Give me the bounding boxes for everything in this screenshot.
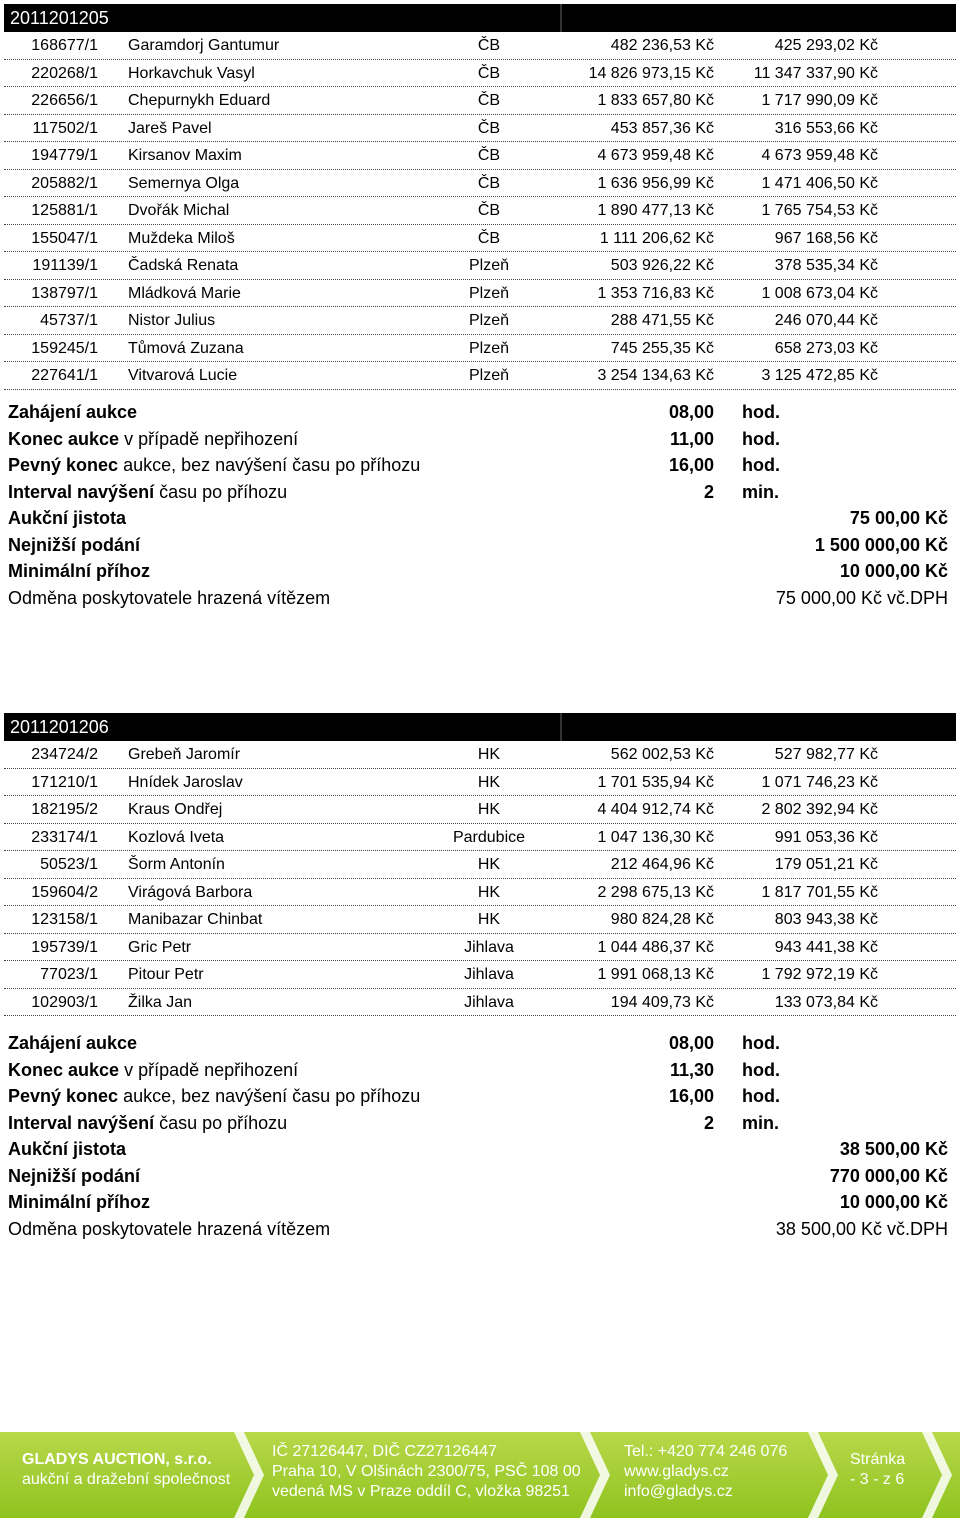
- city-cell: HK: [477, 773, 501, 791]
- city-cell: Plzeň: [468, 284, 510, 302]
- parcel-id-cell: 233174/1: [31, 828, 98, 846]
- city-cell: ČB: [477, 229, 501, 247]
- page-footer: [0, 1432, 960, 1518]
- term-min-bid: [0, 533, 960, 560]
- parcel-id-cell: 226656/1: [31, 92, 98, 109]
- term-label: Aukční jistota: [8, 1139, 127, 1159]
- owner-name-cell: Muždeka Miloš: [128, 229, 235, 247]
- table-row: [4, 32, 956, 60]
- company-register: vedená MS v Praze oddíl C, vložka 98251: [272, 1483, 570, 1500]
- adjusted-value-cell: 1 765 754,53 Kč: [761, 202, 878, 219]
- parcel-id-cell: 77023/1: [40, 966, 98, 983]
- section-header: [4, 4, 956, 32]
- city-cell: ČB: [477, 64, 501, 82]
- city-cell: Plzeň: [468, 257, 510, 274]
- estimated-value-cell: 1 701 535,94 Kč: [597, 773, 714, 791]
- adjusted-value-cell: 3 125 472,85 Kč: [761, 367, 878, 384]
- term-start: [0, 1031, 960, 1058]
- table-row: [4, 115, 956, 143]
- page-number: - 3 - z 6: [850, 1471, 905, 1488]
- term-amount: 75 00,00 Kč: [849, 508, 948, 528]
- auction-code: 2011201205: [10, 8, 109, 28]
- auction-terms-2: [0, 1031, 960, 1243]
- city-cell: Plzeň: [468, 339, 510, 357]
- table-row: [4, 906, 956, 934]
- adjusted-value-cell: 179 051,21 Kč: [774, 856, 878, 873]
- header-divider: [560, 4, 562, 32]
- term-unit: hod.: [742, 1059, 780, 1080]
- parcel-id-cell: 50523/1: [40, 856, 98, 873]
- term-start: [0, 400, 960, 427]
- parcel-id-cell: 182195/2: [31, 801, 98, 818]
- city-cell: Jihlava: [464, 966, 514, 983]
- footer-chevron-1: [234, 1432, 264, 1518]
- term-interval: [0, 1111, 960, 1138]
- adjusted-value-cell: 943 441,38 Kč: [774, 938, 878, 956]
- city-cell: Jihlava: [464, 993, 514, 1011]
- estimated-value-cell: 1 044 486,37 Kč: [597, 938, 714, 956]
- owner-name-cell: Hnídek Jaroslav: [128, 773, 243, 791]
- parcel-id-cell: 168677/1: [31, 37, 98, 54]
- estimated-value-cell: 4 673 959,48 Kč: [597, 147, 714, 164]
- term-min-increment: [0, 1190, 960, 1217]
- table-row: [4, 934, 956, 962]
- term-fixed-end: [0, 453, 960, 480]
- term-label: Zahájení aukce: [8, 402, 138, 422]
- term-fee: [0, 586, 960, 613]
- city-cell: HK: [477, 911, 501, 928]
- term-amount: 75 000,00 Kč vč.DPH: [775, 587, 948, 608]
- estimated-value-cell: 1 353 716,83 Kč: [597, 284, 714, 302]
- footer-company: [22, 1450, 230, 1490]
- estimated-value-cell: 1 636 956,99 Kč: [597, 174, 714, 192]
- adjusted-value-cell: 2 802 392,94 Kč: [761, 801, 878, 818]
- term-value: 16,00: [668, 455, 714, 475]
- owner-name-cell: Pitour Petr: [128, 966, 204, 983]
- term-label: Interval navýšení času po příhozu: [8, 1112, 288, 1133]
- table-row: [4, 87, 956, 115]
- owner-name-cell: Kirsanov Maxim: [128, 147, 242, 164]
- parcel-id-cell: 227641/1: [31, 367, 98, 384]
- footer-page-number: [850, 1450, 905, 1490]
- parcel-id-cell: 123158/1: [31, 911, 98, 928]
- city-cell: ČB: [477, 37, 501, 54]
- owner-name-cell: Mládková Marie: [128, 284, 241, 302]
- term-unit: hod.: [742, 428, 780, 449]
- city-cell: ČB: [477, 92, 501, 109]
- table-row: [4, 879, 956, 907]
- estimated-value-cell: 2 298 675,13 Kč: [597, 883, 714, 901]
- owner-name-cell: Virágová Barbora: [128, 883, 253, 901]
- estimated-value-cell: 288 471,55 Kč: [610, 312, 714, 329]
- term-label: Odměna poskytovatele hrazená vítězem: [8, 1218, 331, 1239]
- estimated-value-cell: 194 409,73 Kč: [610, 993, 714, 1011]
- term-value: 08,00: [668, 402, 714, 422]
- company-description: aukční a dražební společnost: [22, 1471, 231, 1488]
- adjusted-value-cell: 133 073,84 Kč: [774, 993, 878, 1011]
- parcel-id-cell: 45737/1: [40, 312, 98, 329]
- owner-name-cell: Horkavchuk Vasyl: [128, 64, 255, 82]
- term-label: Minimální příhoz: [8, 561, 150, 581]
- footer-chevron-end: [922, 1432, 952, 1518]
- term-min-increment: [0, 559, 960, 586]
- table-row: [4, 197, 956, 225]
- owner-name-cell: Chepurnykh Eduard: [128, 92, 271, 109]
- table-row: [4, 961, 956, 989]
- table-row: [4, 989, 956, 1017]
- term-label: Zahájení aukce: [8, 1033, 138, 1053]
- parcel-id-cell: 102903/1: [31, 993, 98, 1011]
- table-row: [4, 60, 956, 88]
- city-cell: ČB: [477, 202, 501, 219]
- owner-name-cell: Kraus Ondřej: [128, 801, 223, 818]
- adjusted-value-cell: 11 347 337,90 Kč: [753, 64, 878, 82]
- term-fixed-end: [0, 1084, 960, 1111]
- auction-section-2: [0, 713, 960, 1016]
- term-value: 11,00: [669, 428, 714, 449]
- adjusted-value-cell: 1 008 673,04 Kč: [761, 284, 878, 302]
- owner-name-cell: Žilka Jan: [128, 993, 193, 1011]
- adjusted-value-cell: 1 071 746,23 Kč: [761, 773, 878, 791]
- adjusted-value-cell: 803 943,38 Kč: [774, 911, 878, 928]
- estimated-value-cell: 453 857,36 Kč: [610, 119, 714, 137]
- term-value: 16,00: [668, 1086, 714, 1106]
- parcel-id-cell: 138797/1: [31, 284, 98, 302]
- estimated-value-cell: 1 991 068,13 Kč: [597, 966, 714, 983]
- term-unit: min.: [742, 481, 780, 502]
- term-interval: [0, 480, 960, 507]
- page-label: Stránka: [850, 1451, 906, 1468]
- contact-web-link[interactable]: www.gladys.cz: [624, 1463, 729, 1480]
- parcel-id-cell: 159604/2: [31, 883, 98, 901]
- city-cell: ČB: [477, 174, 501, 192]
- table-row: [4, 142, 956, 170]
- parcel-id-cell: 194779/1: [31, 147, 98, 164]
- item-table: [0, 32, 960, 390]
- owner-name-cell: Kozlová Iveta: [128, 828, 225, 846]
- footer-chevron-2: [580, 1432, 610, 1518]
- owner-name-cell: Grebeň Jaromír: [128, 746, 241, 763]
- company-name: GLADYS AUCTION, s.r.o.: [22, 1451, 212, 1468]
- table-row: [4, 252, 956, 280]
- term-end: [0, 427, 960, 454]
- term-unit: hod.: [742, 455, 780, 475]
- estimated-value-cell: 1 047 136,30 Kč: [597, 828, 714, 846]
- parcel-id-cell: 195739/1: [31, 938, 98, 956]
- section-header: [4, 713, 956, 741]
- term-value: 08,00: [668, 1033, 714, 1053]
- estimated-value-cell: 14 826 973,15 Kč: [588, 64, 714, 82]
- adjusted-value-cell: 316 553,66 Kč: [774, 119, 878, 137]
- table-row: [4, 170, 956, 198]
- footer-chevron-3: [808, 1432, 838, 1518]
- parcel-id-cell: 125881/1: [31, 202, 98, 219]
- footer-registration: [272, 1442, 581, 1502]
- owner-name-cell: Garamdorj Gantumur: [128, 37, 280, 54]
- term-label: Aukční jistota: [8, 508, 127, 528]
- estimated-value-cell: 562 002,53 Kč: [610, 746, 714, 763]
- owner-name-cell: Čadská Renata: [128, 257, 239, 274]
- adjusted-value-cell: 378 535,34 Kč: [774, 257, 878, 274]
- auction-section-1: [0, 4, 960, 390]
- adjusted-value-cell: 246 070,44 Kč: [774, 312, 878, 329]
- table-row: [4, 796, 956, 824]
- term-amount: 38 500,00 Kč vč.DPH: [775, 1218, 948, 1239]
- term-min-bid: [0, 1164, 960, 1191]
- owner-name-cell: Gric Petr: [128, 938, 192, 956]
- term-value: 2: [703, 481, 714, 502]
- estimated-value-cell: 4 404 912,74 Kč: [597, 801, 714, 818]
- estimated-value-cell: 980 824,28 Kč: [610, 911, 714, 928]
- estimated-value-cell: 482 236,53 Kč: [610, 37, 714, 54]
- parcel-id-cell: 234724/2: [31, 746, 98, 763]
- term-deposit: [0, 1137, 960, 1164]
- parcel-id-cell: 171210/1: [31, 773, 98, 791]
- adjusted-value-cell: 991 053,36 Kč: [774, 828, 878, 846]
- adjusted-value-cell: 4 673 959,48 Kč: [761, 147, 878, 164]
- term-value: 2: [703, 1112, 714, 1133]
- term-amount: 38 500,00 Kč: [839, 1139, 948, 1159]
- term-label: Interval navýšení času po příhozu: [8, 481, 288, 502]
- table-row: [4, 824, 956, 852]
- term-unit: hod.: [742, 402, 780, 422]
- adjusted-value-cell: 658 273,03 Kč: [774, 339, 878, 357]
- term-amount: 770 000,00 Kč: [829, 1165, 948, 1186]
- owner-name-cell: Manibazar Chinbat: [128, 911, 263, 928]
- owner-name-cell: Dvořák Michal: [128, 202, 230, 219]
- table-row: [4, 225, 956, 253]
- city-cell: Pardubice: [452, 828, 526, 846]
- city-cell: Jihlava: [464, 938, 514, 956]
- term-unit: hod.: [742, 1086, 780, 1106]
- owner-name-cell: Šorm Antonín: [128, 856, 225, 873]
- owner-name-cell: Semernya Olga: [128, 174, 240, 192]
- contact-phone: Tel.: +420 774 246 076: [624, 1443, 788, 1460]
- parcel-id-cell: 155047/1: [31, 229, 98, 247]
- parcel-id-cell: 205882/1: [31, 174, 98, 192]
- term-label: Konec aukce v případě nepřihození: [8, 428, 299, 449]
- term-unit: min.: [742, 1112, 780, 1133]
- parcel-id-cell: 117502/1: [32, 119, 98, 137]
- city-cell: HK: [477, 746, 501, 763]
- term-label: Konec aukce v případě nepřihození: [8, 1059, 299, 1080]
- table-row: [4, 335, 956, 363]
- parcel-id-cell: 159245/1: [31, 339, 98, 357]
- table-row: [4, 280, 956, 308]
- adjusted-value-cell: 1 471 406,50 Kč: [761, 174, 878, 192]
- city-cell: HK: [477, 883, 501, 901]
- item-table: [0, 741, 960, 1016]
- table-row: [4, 307, 956, 335]
- term-deposit: [0, 506, 960, 533]
- city-cell: HK: [477, 856, 501, 873]
- city-cell: Plzeň: [468, 312, 510, 329]
- parcel-id-cell: 191139/1: [32, 257, 98, 274]
- owner-name-cell: Nistor Julius: [128, 312, 216, 329]
- adjusted-value-cell: 1 717 990,09 Kč: [761, 92, 878, 109]
- term-amount: 10 000,00 Kč: [839, 561, 948, 581]
- estimated-value-cell: 1 833 657,80 Kč: [597, 92, 714, 109]
- term-label: Pevný konec aukce, bez navýšení času po příhozu: [8, 1086, 421, 1106]
- footer-contact: [624, 1442, 787, 1502]
- header-divider: [560, 713, 562, 741]
- term-label: Nejnižší podání: [8, 534, 141, 555]
- contact-email-link[interactable]: info@gladys.cz: [624, 1483, 733, 1500]
- estimated-value-cell: 503 926,22 Kč: [610, 257, 714, 274]
- table-row: [4, 851, 956, 879]
- estimated-value-cell: 1 111 206,62 Kč: [599, 229, 714, 247]
- owner-name-cell: Jareš Pavel: [128, 119, 212, 137]
- auction-code: 2011201206: [10, 717, 109, 737]
- term-fee: [0, 1217, 960, 1244]
- term-value: 11,30: [669, 1059, 714, 1080]
- table-row: [4, 769, 956, 797]
- estimated-value-cell: 1 890 477,13 Kč: [597, 202, 714, 219]
- company-ids: IČ 27126447, DIČ CZ27126447: [272, 1443, 498, 1460]
- owner-name-cell: Tůmová Zuzana: [128, 339, 244, 357]
- term-amount: 10 000,00 Kč: [839, 1192, 948, 1212]
- adjusted-value-cell: 425 293,02 Kč: [774, 37, 878, 54]
- adjusted-value-cell: 967 168,56 Kč: [774, 229, 878, 247]
- term-label: Pevný konec aukce, bez navýšení času po příhozu: [8, 455, 421, 475]
- estimated-value-cell: 745 255,35 Kč: [610, 339, 714, 357]
- adjusted-value-cell: 527 982,77 Kč: [774, 746, 878, 763]
- term-end: [0, 1058, 960, 1085]
- term-label: Odměna poskytovatele hrazená vítězem: [8, 587, 331, 608]
- term-amount: 1 500 000,00 Kč: [814, 534, 948, 555]
- city-cell: HK: [477, 801, 501, 818]
- company-address: Praha 10, V Olšinách 2300/75, PSČ 108 00: [272, 1463, 581, 1480]
- table-row: [4, 741, 956, 769]
- city-cell: Plzeň: [468, 367, 510, 384]
- estimated-value-cell: 3 254 134,63 Kč: [597, 367, 714, 384]
- parcel-id-cell: 220268/1: [31, 64, 98, 82]
- table-row: [4, 362, 956, 390]
- term-label: Minimální příhoz: [8, 1192, 150, 1212]
- term-unit: hod.: [742, 1033, 780, 1053]
- city-cell: ČB: [477, 147, 501, 164]
- auction-terms-1: [0, 400, 960, 612]
- adjusted-value-cell: 1 817 701,55 Kč: [761, 883, 878, 901]
- adjusted-value-cell: 1 792 972,19 Kč: [761, 966, 878, 983]
- owner-name-cell: Vitvarová Lucie: [128, 367, 238, 384]
- estimated-value-cell: 212 464,96 Kč: [610, 856, 714, 873]
- city-cell: ČB: [477, 119, 501, 137]
- term-label: Nejnižší podání: [8, 1165, 141, 1186]
